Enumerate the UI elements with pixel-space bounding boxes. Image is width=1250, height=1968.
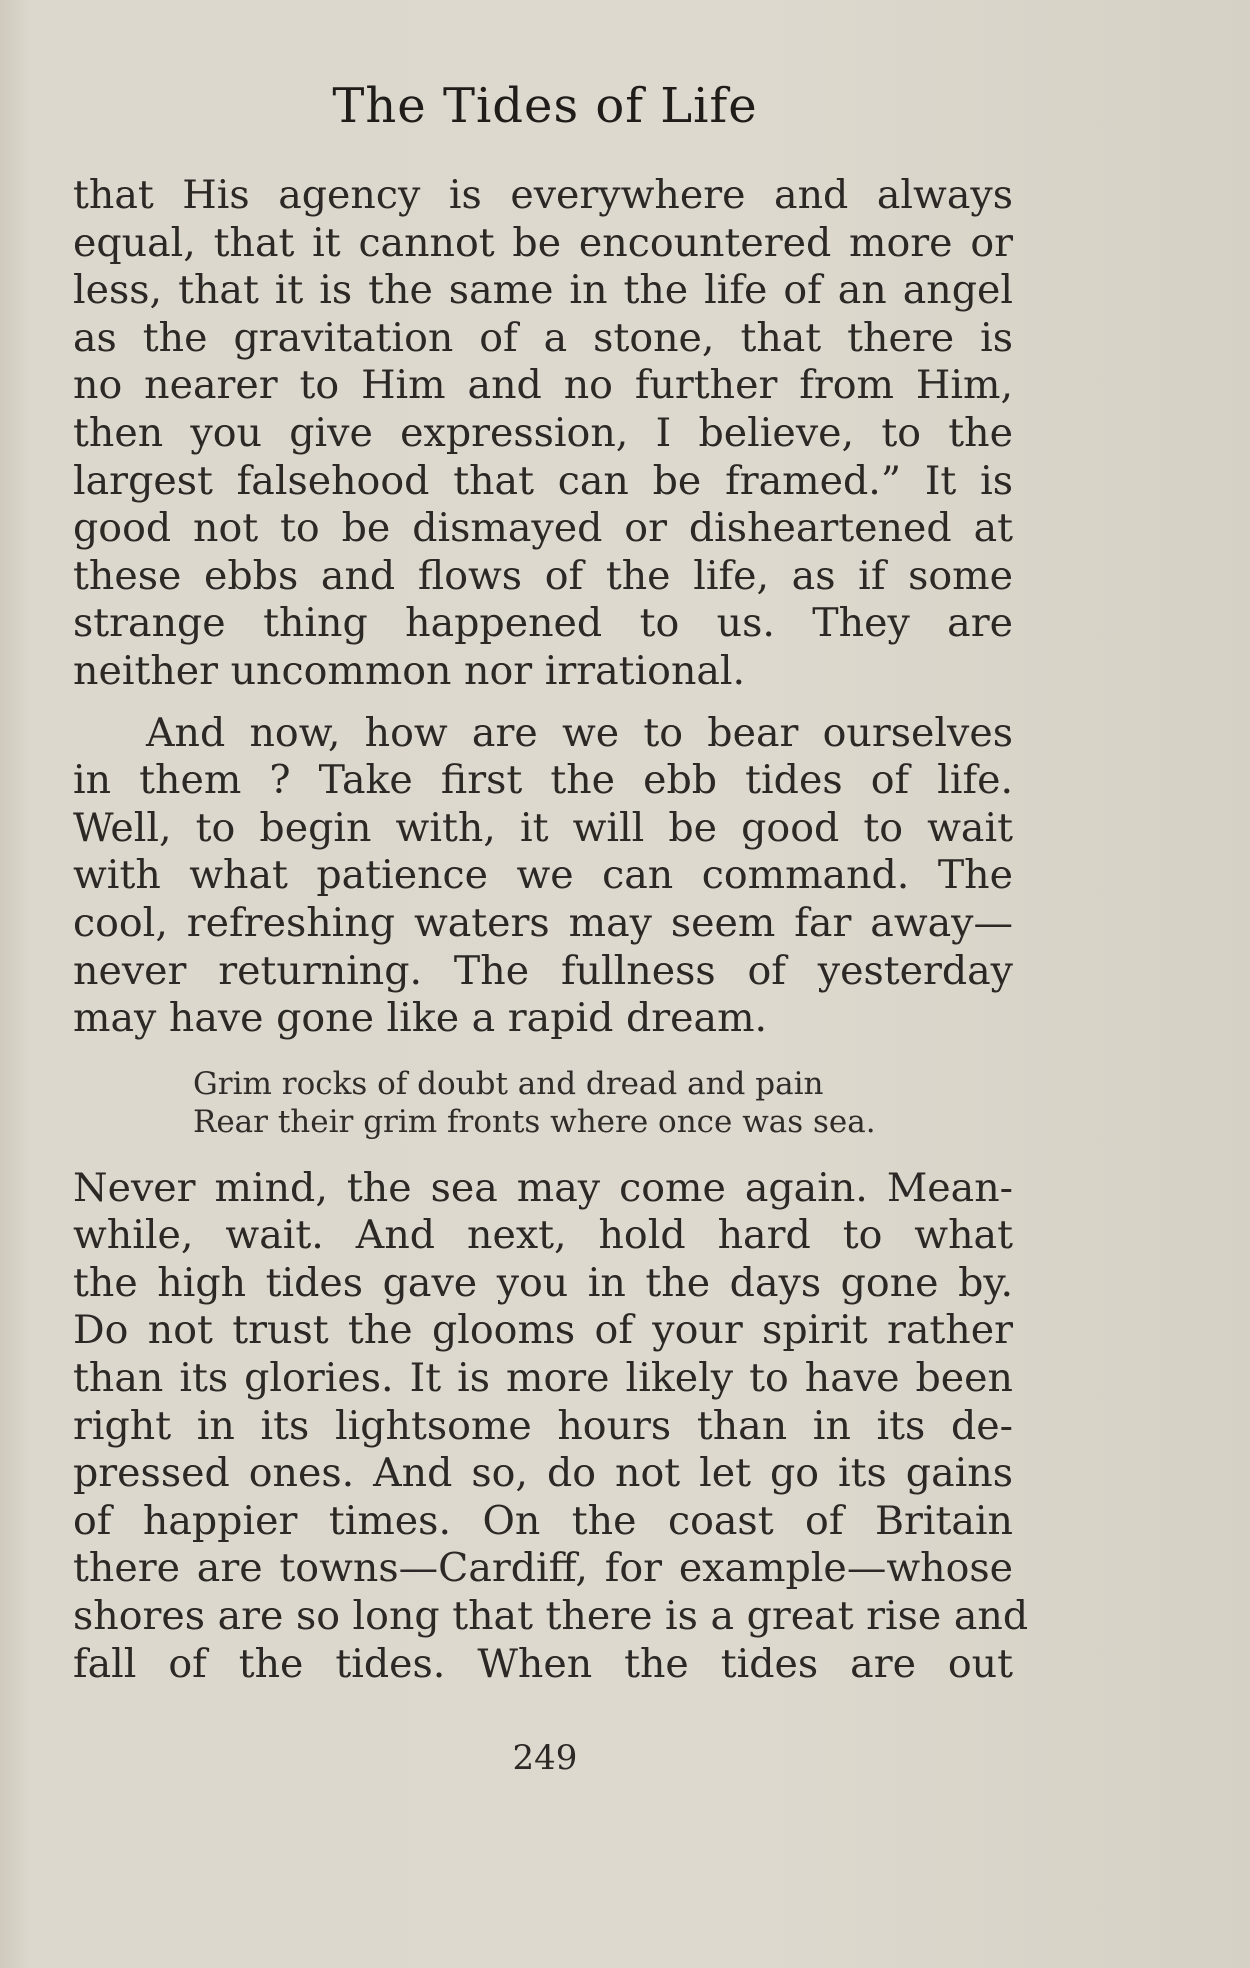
text-line: while, wait. And next, hold hard to what [73, 1212, 1013, 1259]
text-line: then you give expression, I believe, to the [73, 409, 1013, 456]
text-line: in them ? Take first the ebb tides of life. [73, 757, 1013, 804]
verse-line: Rear their grim fronts where once was sea. [193, 1103, 876, 1140]
verse-quote [193, 1065, 1013, 1141]
text-line: there are towns—Cardiff, for example—whose [73, 1545, 1013, 1592]
text-line: pressed ones. And so, do not let go its gains [73, 1450, 1013, 1497]
text-line: with what patience we can command. The [73, 852, 1013, 899]
text-line: right in its lightsome hours than in its de- [73, 1402, 1013, 1449]
text-line: of happier times. On the coast of Britain [73, 1497, 1013, 1544]
body-text [73, 172, 1029, 1688]
text-line: never returning. The fullness of yesterday [73, 947, 1013, 994]
paragraph-3 [73, 1164, 1029, 1689]
page-number: 249 [512, 1738, 578, 1778]
text-line: as the gravitation of a stone, that there is [73, 314, 1013, 361]
text-line: these ebbs and flows of the life, as if some [73, 552, 1013, 599]
text-line: equal, that it cannot be encountered more or [73, 219, 1013, 266]
text-line: Never mind, the sea may come again. Mean- [73, 1164, 1013, 1211]
text-line: less, that it is the same in the life of an angel [73, 267, 1013, 314]
text-line: may have gone like a rapid dream. [73, 995, 768, 1042]
text-line: Well, to begin with, it will be good to wait [73, 804, 1013, 851]
text-line: strange thing happened to us. They are [73, 600, 1013, 647]
paragraph-1 [73, 172, 1013, 696]
text-line: neither uncommon nor irrational. [73, 647, 746, 694]
verse-line: Grim rocks of doubt and dread and pain [193, 1065, 824, 1102]
text-line: shores are so long that there is a great rise and [73, 1593, 1029, 1640]
text-line: good not to be dismayed or disheartened at [73, 505, 1013, 552]
text-line: Do not trust the glooms of your spirit rather [73, 1307, 1013, 1354]
paragraph-2 [73, 710, 1013, 1043]
text-line: no nearer to Him and no further from Him, [73, 362, 1013, 409]
text-line: And now, how are we to bear ourselves [146, 709, 1013, 756]
text-line: cool, refreshing waters may seem far away— [73, 899, 1013, 946]
text-line: fall of the tides. When the tides are out [73, 1640, 1013, 1687]
running-head: The Tides of Life [332, 78, 758, 134]
text-line: largest falsehood that can be framed.” It is [73, 457, 1013, 504]
text-line: the high tides gave you in the days gone by. [73, 1259, 1013, 1306]
text-line: that His agency is everywhere and always [73, 172, 1013, 218]
text-line: than its glories. It is more likely to have been [73, 1355, 1013, 1402]
